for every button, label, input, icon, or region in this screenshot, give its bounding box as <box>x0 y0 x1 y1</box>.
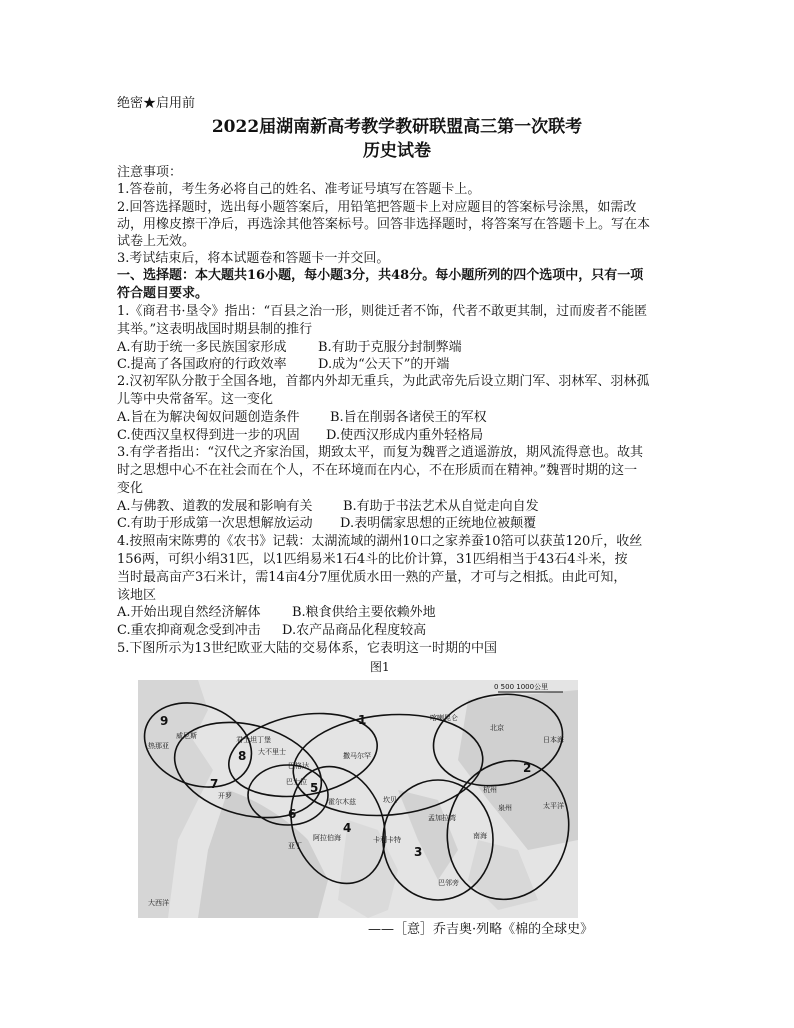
question-4-stem-4: 该地区 <box>117 588 157 603</box>
q2-option-d: D.使西汉形成内重外轻格局 <box>326 428 484 443</box>
note-line: 动，用橡皮擦干净后，再选涂其他答案标号。回答非选择题时，将答案写在答题卡上。写在本 <box>117 217 651 232</box>
place-sea-of-japan: 日本海 <box>543 736 564 744</box>
circuit-number: 6 <box>288 807 297 821</box>
place-bay-of-bengal: 孟加拉湾 <box>428 814 456 822</box>
note-line: 3.考试结束后，将本试题卷和答题卡一并交回。 <box>117 251 390 266</box>
question-4-stem-3: 当时最高亩产3石米计，需14亩4分7厘优质水田一熟的产量，才可与之相抵。由此可知， <box>117 570 627 585</box>
question-3-stem-end: 变化 <box>117 481 144 496</box>
place-quanzhou: 泉州 <box>498 804 512 812</box>
circuit-number: 2 <box>523 761 532 775</box>
section-heading: 一、选择题：本大题共16小题，每小题3分，共48分。每小题所列的四个选项中，只有一项 <box>117 268 644 283</box>
note-line: 2.回答选择题时，选出每小题答案后，用铅笔把答题卡上对应题目的答案标号涂黑，如需改 <box>117 200 637 215</box>
place-genoa: 热那亚 <box>148 742 169 750</box>
place-baghdad: 巴格达 <box>288 762 309 770</box>
place-constantinople: 君士坦丁堡 <box>236 736 271 744</box>
notes-heading: 注意事项： <box>117 165 183 180</box>
place-hormuz: 霍尔木兹 <box>328 798 356 806</box>
map-scale-label: 0 500 1000公里 <box>494 683 549 691</box>
place-south-china-sea: 南海 <box>473 832 487 840</box>
figure-citation: ——［意］乔吉奥·列略《棉的全球史》 <box>368 922 594 937</box>
place-calicut: 卡利卡特 <box>373 836 401 844</box>
q1-option-a: A.有助于统一多民族国家形成 <box>117 340 287 355</box>
note-line: 试卷上无效。 <box>117 234 196 249</box>
q2-option-a: A.旨在为解决匈奴问题创造条件 <box>117 410 300 425</box>
place-beijing: 北京 <box>490 724 504 732</box>
q1-option-b: B.有助于克服分封制弊端 <box>318 340 462 355</box>
circuit-number: 3 <box>414 845 423 859</box>
question-5-stem: 5.下图所示为13世纪欧亚大陆的交易体系，它表明这一时期的中国 <box>117 641 497 656</box>
note-line: 1.答卷前，考生务必将自己的姓名、准考证号填写在答题卡上。 <box>117 182 481 197</box>
circuit-number: 1 <box>358 713 367 727</box>
circuit-number: 9 <box>160 714 169 728</box>
q3-option-c: C.有助于形成第一次思想解放运动 <box>117 516 313 531</box>
q3-option-b: B.有助于书法艺术从自觉走向自发 <box>343 499 539 514</box>
place-venice: 威尼斯 <box>176 732 197 740</box>
trade-circuit-map <box>138 680 578 918</box>
place-atlantic: 大西洋 <box>148 899 169 907</box>
place-palembang: 巴邻旁 <box>438 879 459 887</box>
place-hangzhou: 杭州 <box>483 786 497 794</box>
exam-subtitle: 历史试卷 <box>363 141 431 161</box>
map-drawing <box>138 680 578 918</box>
circuit-number: 8 <box>238 749 247 763</box>
place-cambay: 坎贝 <box>383 796 397 804</box>
circuit-number: 4 <box>343 821 352 835</box>
q1-option-d: D.成为“公天下”的开端 <box>318 357 450 372</box>
place-karakorum: 喀喇昆仑 <box>430 714 458 722</box>
q2-option-c: C.使西汉皇权得到进一步的巩固 <box>117 428 300 443</box>
place-pacific: 太平洋 <box>543 802 564 810</box>
question-3-stem: 3.有学者指出：“汉代之齐家治国，期致太平，而复为魏晋之逍遥游放，期风流得意也。故其 <box>117 445 644 460</box>
section-heading-cont: 符合题目要求。 <box>117 286 209 301</box>
q1-option-c: C.提高了各国政府的行政效率 <box>117 357 287 372</box>
question-1-stem: 1.《商君书·垦令》指出：“百县之治一形，则徙迁者不饰，代者不敢更其制，过而废者不能匿 <box>117 304 648 319</box>
place-arabian-sea: 阿拉伯海 <box>313 834 341 842</box>
q4-option-d: D.农产品商品化程度较高 <box>282 623 427 638</box>
place-tabriz: 大不里士 <box>258 748 286 756</box>
q4-option-c: C.重农抑商观念受到冲击 <box>117 623 261 638</box>
question-3-stem-cont: 时之思想中心不在社会而在个人，不在环境而在内心，不在形质而在精神。”魏晋时期的这一 <box>117 463 638 478</box>
q2-option-b: B.旨在削弱各诸侯王的军权 <box>330 410 487 425</box>
place-aden: 亚丁 <box>288 842 302 850</box>
question-4-stem: 4.按照南宋陈旉的《农书》记载：太湖流域的湖州10口之家养蚕10箔可以获茧120斤，收丝 <box>117 534 643 549</box>
place-basra: 巴士拉 <box>286 778 307 786</box>
question-4-stem-2: 156两，可织小绢31匹，以1匹绢易米1石4斗的比价计算，31匹绢相当于43石4斗米，按 <box>117 552 628 567</box>
place-samarkand: 撒马尔罕 <box>343 752 371 760</box>
q3-option-a: A.与佛教、道教的发展和影响有关 <box>117 499 313 514</box>
q4-option-b: B.粮食供给主要依赖外地 <box>292 605 436 620</box>
q3-option-d: D.表明儒家思想的正统地位被颠覆 <box>340 516 537 531</box>
circuit-number: 5 <box>310 781 319 795</box>
confidential-mark: 绝密★启用前 <box>117 96 196 111</box>
question-2-stem: 2.汉初军队分散于全国各地，首都内外却无重兵，为此武帝先后设立期门军、羽林军、羽林孤 <box>117 374 650 389</box>
q4-option-a: A.开始出现自然经济解体 <box>117 605 261 620</box>
exam-title: 2022届湖南新高考教学教研联盟高三第一次联考 <box>211 117 583 137</box>
place-cairo: 开罗 <box>218 792 232 800</box>
circuit-number: 7 <box>210 777 219 791</box>
figure-caption: 图1 <box>370 660 390 674</box>
question-2-stem-cont: 儿等中央常备军。这一变化 <box>117 392 274 407</box>
question-1-stem-cont: 其举。”这表明战国时期县制的推行 <box>117 322 313 337</box>
